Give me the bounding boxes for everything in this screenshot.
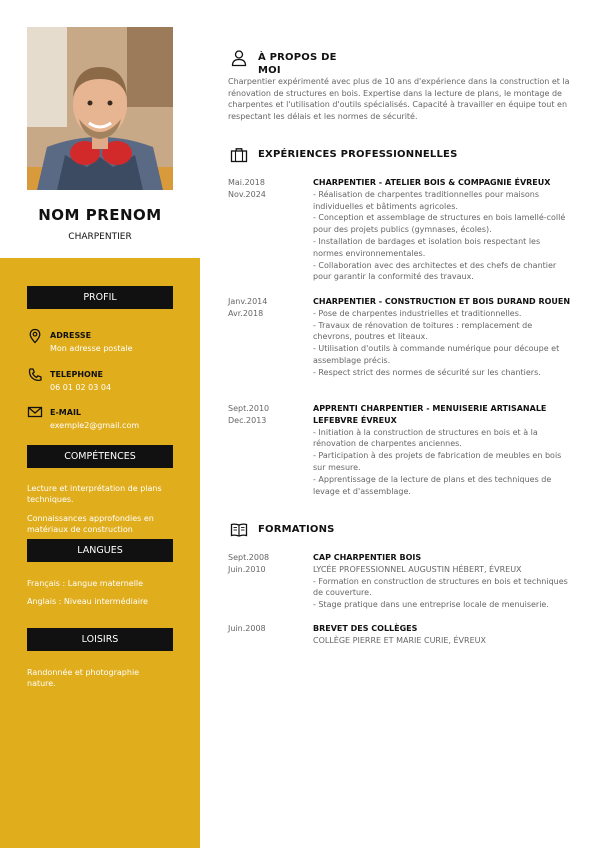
profile-photo [27, 27, 173, 190]
language-item: Français : Langue maternelle [27, 579, 144, 588]
location-pin-icon [27, 328, 43, 344]
experience-description: - Pose de charpentes industrielles et traditionnelles. - Travaux de rénovation de toitures : remplacement de chevrons, poutres et liteaux. - Utilisation d'outils à commande numérique pour découpe et assemblage précis. - Respect strict des normes de sécurité sur les chantiers. [313, 308, 560, 377]
date-end: Avr.2018 [228, 309, 264, 318]
loisirs-heading: LOISIRS [27, 628, 173, 651]
address-value: Mon adresse postale [50, 344, 133, 353]
date-start: Juin.2008 [228, 624, 266, 633]
date-end: Juin.2010 [228, 565, 266, 574]
about-heading: À PROPOS DE MOI [258, 52, 337, 76]
phone-value: 06 01 02 03 04 [50, 383, 112, 392]
experience-title: CHARPENTIER - ATELIER BOIS & COMPAGNIE ÉVREUX [313, 178, 551, 187]
formation-title: CAP CHARPENTIER BOIS [313, 553, 422, 562]
about-text: Charpentier expérimenté avec plus de 10 ans d'expérience dans la construction et la rénovation de structures en bois. Expertise dans la lecture de plans, le montage de charpentes et l'utilisation d'outils spécialisés. Capacité à travailler en équipe tout en respectant les délais et les normes de sécurité. [228, 77, 570, 121]
experience-title: CHARPENTIER - CONSTRUCTION ET BOIS DURAND ROUEN [313, 297, 571, 306]
experience-description: - Réalisation de charpentes traditionnelles pour maisons individuelles et bâtiments agricoles. - Conception et assemblage de structures en bois lamellé-collé pour des projets publics (gymnases, écoles). - Installation de bardages et isolation bois respectant les normes environnementales. - Collaboration avec des architectes et des chefs de chantier pour garantir la conformité des travaux. [313, 189, 566, 282]
competence-item: Lecture et interprétation de plans techniques. [27, 484, 162, 504]
langues-heading: LANGUES [27, 539, 173, 562]
user-icon [230, 49, 248, 67]
formation-school: COLLÈGE PIERRE ET MARIE CURIE, ÉVREUX [313, 635, 486, 645]
competence-item: Connaissances approfondies en matériaux de construction [27, 514, 154, 534]
formation-title: BREVET DES COLLÈGES [313, 624, 418, 633]
experience-dates [228, 296, 267, 320]
formation-dates [228, 623, 266, 635]
formation-entry [313, 552, 571, 611]
formation-dates [228, 552, 269, 576]
experience-entry [313, 403, 571, 497]
briefcase-icon [230, 146, 248, 164]
book-icon [230, 521, 248, 539]
email-label: E-MAIL [50, 408, 82, 417]
experience-heading: EXPÉRIENCES PROFESSIONNELLES [258, 149, 458, 160]
sidebar [0, 0, 200, 848]
date-start: Mai.2018 [228, 178, 265, 187]
experience-description: - Initiation à la construction de structures en bois et à la rénovation de charpentes anciennes. - Participation à des projets de fabrication de meubles en bois sur mesure. - Apprentissage de la lecture de plans et des techniques de levage et d'assemblage. [313, 427, 562, 496]
language-item: Anglais : Niveau intermédiaire [27, 597, 148, 606]
date-end: Nov.2024 [228, 190, 266, 199]
envelope-icon [27, 404, 43, 420]
phone-icon [27, 367, 43, 383]
experience-dates [228, 403, 269, 427]
hobbies-text: Randonnée et photographie nature. [27, 668, 140, 688]
formation-school: LYCÉE PROFESSIONNEL AUGUSTIN HÉBERT, ÉVREUX [313, 564, 522, 574]
job-title: CHARPENTIER [68, 232, 132, 242]
email-value[interactable]: exemple2@gmail.com [50, 421, 140, 430]
phone-label: TELEPHONE [50, 370, 104, 379]
experience-entry [313, 177, 571, 283]
experience-title: APPRENTI CHARPENTIER - MENUISERIE ARTISANALE LEFEBVRE ÉVREUX [313, 404, 547, 425]
address-label: ADRESSE [50, 331, 92, 340]
formation-entry [313, 623, 571, 647]
formation-description: - Formation en construction de structures en bois et techniques de couverture. - Stage pratique dans une entreprise locale de menuiserie. [313, 576, 568, 610]
date-start: Sept.2010 [228, 404, 270, 413]
person-name: NOM PRENOM [38, 206, 162, 224]
date-start: Sept.2008 [228, 553, 270, 562]
date-end: Dec.2013 [228, 416, 267, 425]
experience-dates [228, 177, 266, 201]
formations-heading: FORMATIONS [258, 524, 335, 535]
profil-heading: PROFIL [27, 286, 173, 309]
experience-entry [313, 296, 571, 379]
competences-heading: COMPÉTENCES [27, 445, 173, 468]
date-start: Janv.2014 [228, 297, 268, 306]
